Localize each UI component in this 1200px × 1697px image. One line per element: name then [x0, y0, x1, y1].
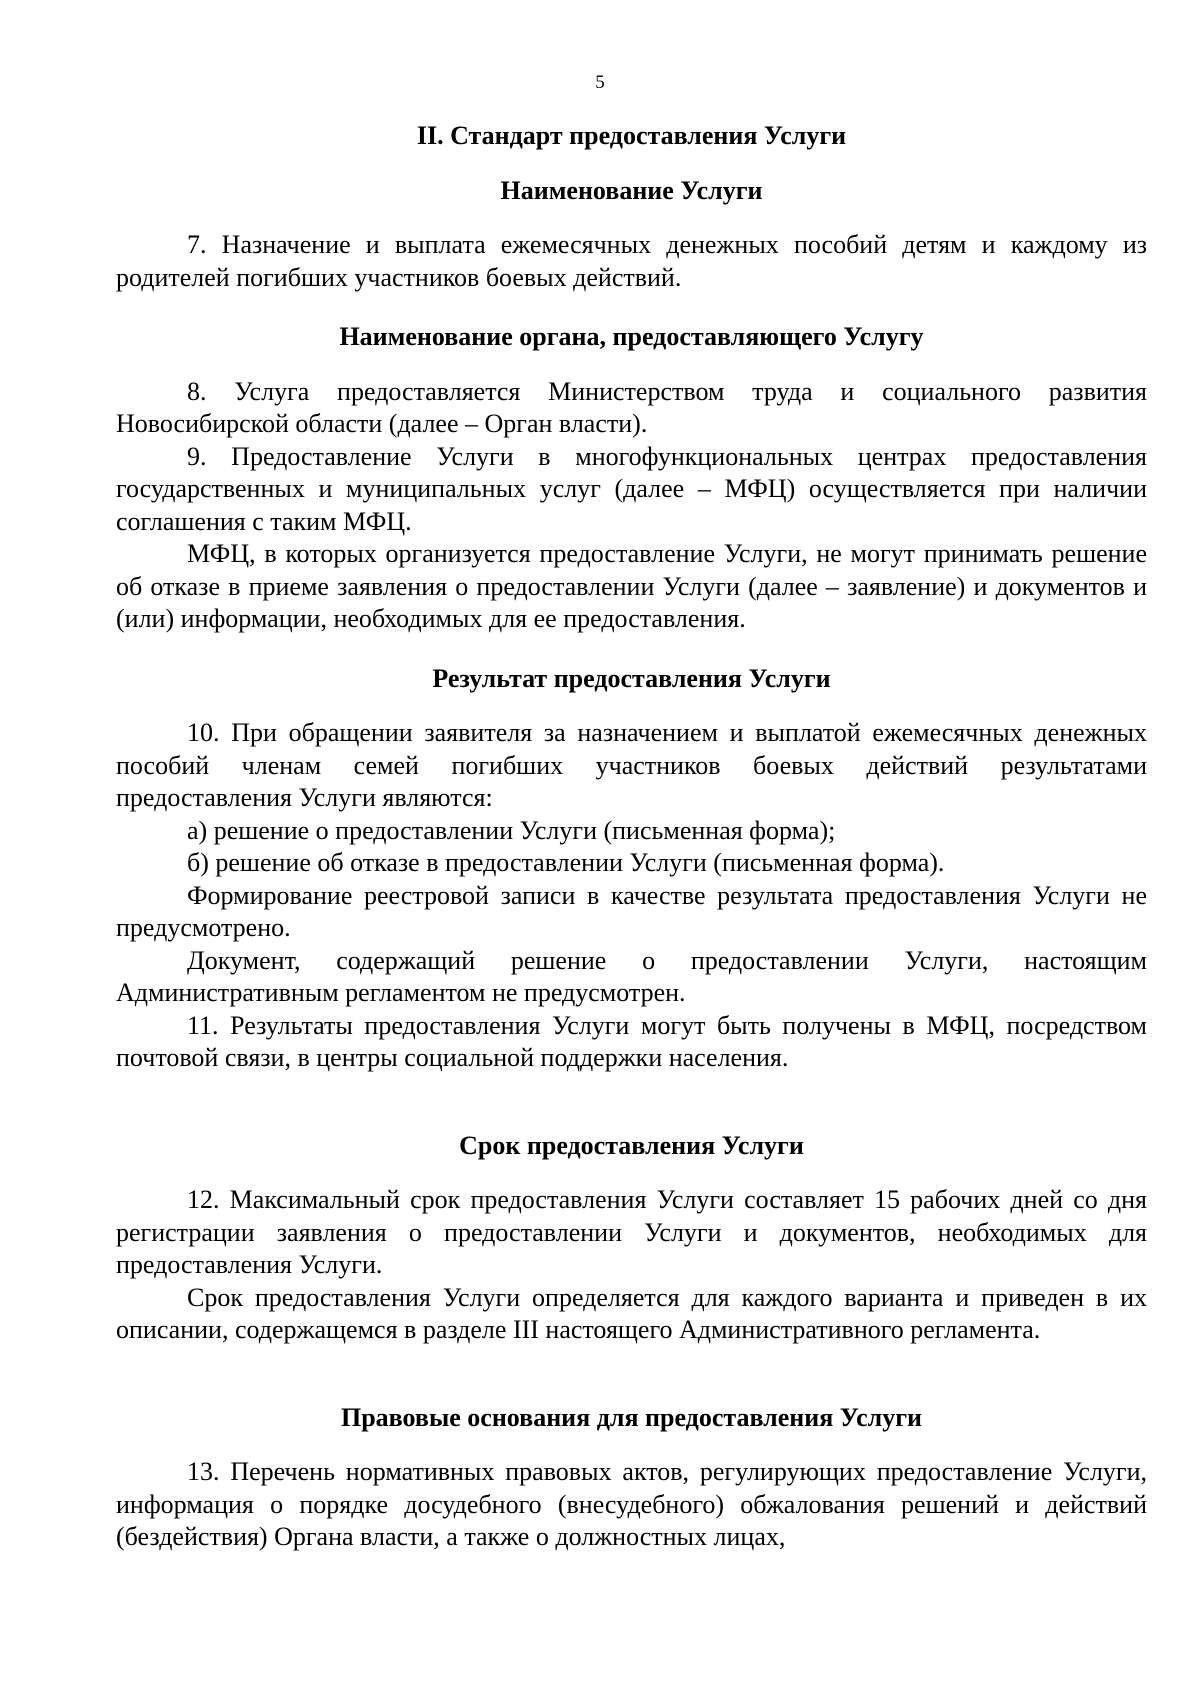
- paragraph: Формирование реестровой записи в качестве результата предоставления Услуги не предусмотрено.: [116, 880, 1147, 942]
- section-service-name: [116, 175, 1147, 295]
- list-item: б) решение об отказе в предоставлении Услуги (письменная форма).: [187, 848, 945, 877]
- paragraph: 8. Услуга предоставляется Министерством труда и социального развития Новосибирской области (далее – Орган власти).: [116, 376, 1147, 438]
- section-heading: Наименование Услуги: [500, 175, 763, 205]
- section-heading: Наименование органа, предоставляющего Услугу: [339, 322, 924, 351]
- paragraph: 7. Назначение и выплата ежемесячных денежных пособий детям и каждому из родителей погибших участников боевых действий.: [116, 230, 1147, 292]
- paragraph: Срок предоставления Услуги определяется для каждого варианта и приведен в их описании, содержащемся в разделе III настоящего Административного регламента.: [116, 1282, 1147, 1344]
- paragraph: 10. При обращении заявителя за назначением и выплатой ежемесячных денежных пособий членам семей погибших участников боевых действий результатами предоставления Услуги являются:: [116, 718, 1147, 812]
- section-result: [116, 663, 1147, 1075]
- list-item: а) решение о предоставлении Услуги (письменная форма);: [187, 815, 836, 845]
- paragraph: МФЦ, в которых организуется предоставление Услуги, не могут принимать решение об отказе в приеме заявления о предоставлении Услуги (далее – заявление) и документов и (или) информации, необходимых для ее предоставления.: [116, 539, 1147, 633]
- page-number: 5: [595, 72, 605, 93]
- section-term: [116, 1130, 1147, 1347]
- document-body: [116, 120, 1147, 1554]
- section-heading: Результат предоставления Услуги: [432, 663, 831, 693]
- paragraph: 11. Результаты предоставления Услуги могут быть получены в МФЦ, посредством почтовой связи, в центры социальной поддержки населения.: [116, 1010, 1147, 1072]
- paragraph: 9. Предоставление Услуги в многофункциональных центрах предоставления государственных и муниципальных услуг (далее – МФЦ) осуществляется при наличии соглашения с таким МФЦ.: [116, 441, 1147, 536]
- section-heading: Срок предоставления Услуги: [459, 1130, 804, 1160]
- paragraph: 12. Максимальный срок предоставления Услуги составляет 15 рабочих дней со дня регистрации заявления о предоставлении Услуги и документов, необходимых для предоставления Услуги.: [116, 1185, 1147, 1279]
- section-legal-basis: [116, 1402, 1147, 1554]
- section-authority: [116, 321, 1147, 636]
- chapter-title: II. Стандарт предоставления Услуги: [416, 121, 847, 150]
- section-heading: Правовые основания для предоставления Услуги: [341, 1402, 922, 1432]
- paragraph: Документ, содержащий решение о предоставлении Услуги, настоящим Административным регламентом не предусмотрен.: [116, 945, 1147, 1007]
- paragraph: 13. Перечень нормативных правовых актов, регулирующих предоставление Услуги, информация о порядке досудебного (внесудебного) обжалования решений и действий (бездействия) Органа власти, а также о должностных лицах,: [116, 1457, 1147, 1551]
